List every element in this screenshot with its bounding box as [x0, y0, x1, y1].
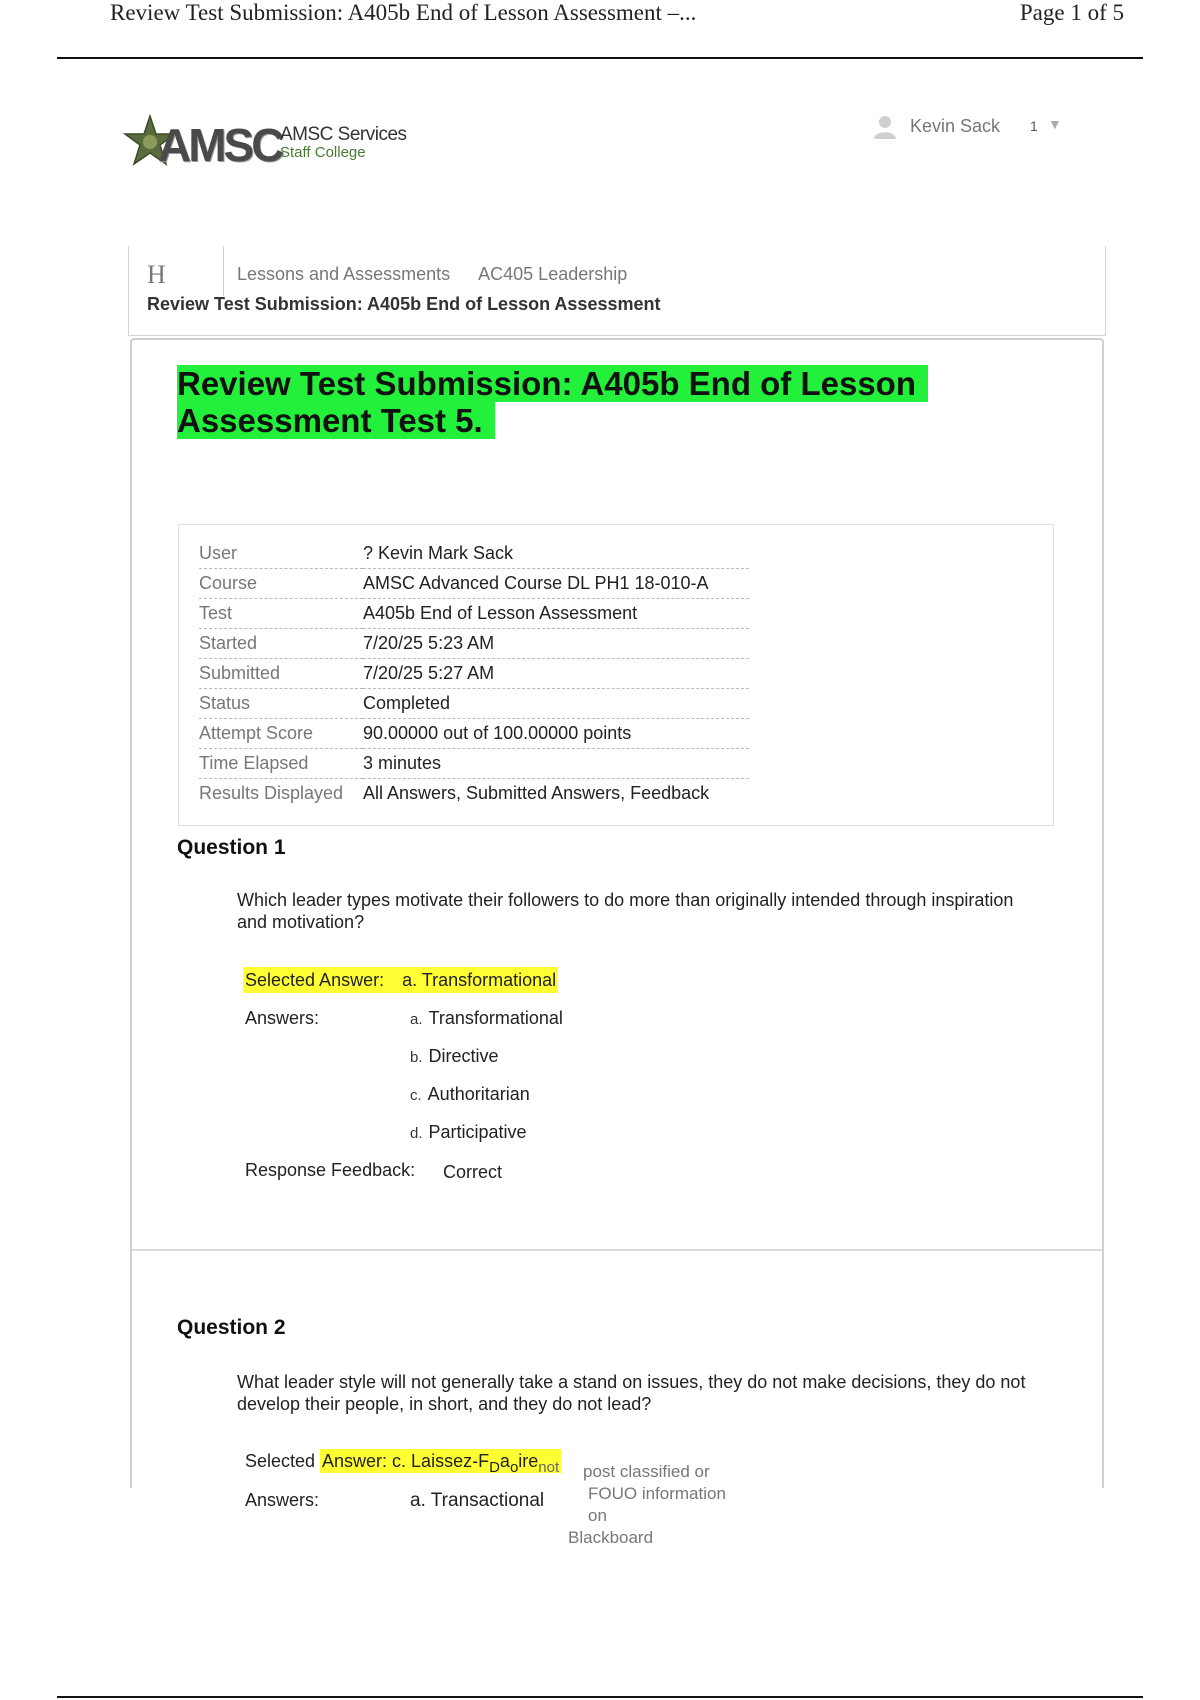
question-2-selected-prefix: Selected — [245, 1451, 316, 1471]
watermark-line: FOUO information on — [588, 1484, 726, 1525]
details-row — [199, 599, 749, 629]
details-table — [199, 539, 749, 808]
response-feedback-value: Correct — [443, 1162, 503, 1182]
selected-answer-label: Selected Answer: — [245, 970, 385, 990]
breadcrumb — [128, 246, 1106, 336]
detail-value: 3 minutes — [363, 749, 749, 779]
watermark-fragment: not — [538, 1459, 560, 1476]
detail-label: User — [199, 539, 363, 569]
detail-label: Attempt Score — [199, 719, 363, 749]
details-row — [199, 689, 749, 719]
detail-value: A405b End of Lesson Assessment — [363, 599, 749, 629]
page-title — [177, 365, 997, 439]
question-1-selected-answer — [243, 967, 558, 993]
logo-subtitle-college: Staff College — [280, 144, 366, 161]
notification-count-badge[interactable]: 1 — [1030, 118, 1038, 134]
detail-label: Started — [199, 629, 363, 659]
selected-answer-value: c. Laissez-F — [392, 1451, 490, 1471]
page-title-text: Review Test Submission: A405b End of Lesson Assessment Test 5. — [177, 365, 928, 439]
question-1-text: Which leader types motivate their followers to do more than originally intended through inspiration and motivation? — [237, 890, 1014, 932]
answer-option — [410, 1122, 527, 1143]
response-feedback-label: Response Feedback: — [245, 1160, 416, 1180]
details-row — [199, 569, 749, 599]
option-letter: c. — [410, 1087, 422, 1104]
detail-value: 7/20/25 5:27 AM — [363, 659, 749, 689]
option-text: Authoritarian — [427, 1084, 530, 1104]
selected-answer-fragment: D — [489, 1459, 500, 1476]
chevron-down-icon[interactable]: ▼ — [1048, 116, 1062, 132]
watermark-notice — [568, 1461, 748, 1549]
question-divider — [132, 1249, 1102, 1251]
question-2-answers-label: Answers: — [245, 1490, 320, 1510]
question-2-selected-answer — [320, 1449, 561, 1476]
answers-label: Answers: — [245, 1008, 320, 1028]
breadcrumb-lessons-link[interactable]: Lessons and Assessments — [237, 264, 451, 284]
breadcrumb-divider — [223, 246, 224, 296]
details-row — [199, 629, 749, 659]
details-row — [199, 539, 749, 569]
question-1-heading: Question 1 — [177, 836, 286, 859]
detail-value: Completed — [363, 689, 749, 719]
detail-value: 7/20/25 5:23 AM — [363, 629, 749, 659]
logo-subtitle-services: AMSC Services — [280, 124, 407, 145]
answer-option: a. Transactional — [410, 1490, 545, 1511]
selected-answer-fragment: o — [509, 1459, 519, 1476]
detail-label: Time Elapsed — [199, 749, 363, 779]
option-text: Directive — [428, 1046, 499, 1066]
option-letter: a. — [410, 1011, 423, 1028]
print-page-number: Page 1 of 5 — [1019, 0, 1124, 25]
details-row — [199, 779, 749, 809]
breadcrumb-current: Review Test Submission: A405b End of Lesson Assessment — [147, 294, 661, 314]
detail-value: 90.00000 out of 100.00000 points — [363, 719, 749, 749]
detail-value: AMSC Advanced Course DL PH1 18-010-A — [363, 569, 749, 599]
answer-option — [410, 1084, 530, 1105]
detail-value: All Answers, Submitted Answers, Feedback — [363, 783, 710, 803]
watermark-line: Blackboard — [568, 1528, 654, 1547]
option-text: Transformational — [428, 1008, 563, 1028]
submission-details — [178, 524, 1054, 826]
breadcrumb-items — [237, 264, 651, 285]
user-avatar-icon — [872, 114, 898, 140]
footer-rule — [57, 1696, 1143, 1698]
print-header — [0, 0, 1200, 58]
answer-option — [410, 1046, 499, 1067]
option-letter: b. — [410, 1049, 423, 1066]
breadcrumb-course-link[interactable]: AC405 Leadership — [478, 264, 628, 284]
answer-option — [410, 1008, 563, 1029]
print-header-title: Review Test Submission: A405b End of Lesson Assessment –... — [110, 0, 697, 25]
selected-answer-fragment: a — [499, 1451, 510, 1471]
question-2-text: What leader style will not generally take a stand on issues, they do not make decisions, they do not develop their people, in short, and they do not lead? — [237, 1372, 1026, 1414]
amsc-logo[interactable] — [120, 112, 450, 180]
detail-value: ? Kevin Mark Sack — [363, 539, 749, 569]
details-row — [199, 659, 749, 689]
detail-label: Course — [199, 569, 363, 599]
option-text: Participative — [428, 1122, 527, 1142]
logo-text: AMSC — [158, 119, 282, 171]
question-2-heading: Question 2 — [177, 1316, 286, 1339]
selected-answer-value: a. Transformational — [402, 970, 557, 990]
header-rule — [57, 57, 1143, 59]
watermark-line: post classified or — [583, 1462, 710, 1481]
detail-label: Results Displayed — [199, 783, 344, 803]
selected-answer-label: Answer: — [322, 1451, 388, 1471]
option-letter: d. — [410, 1125, 423, 1142]
detail-label: Status — [199, 689, 363, 719]
detail-label: Submitted — [199, 659, 363, 689]
selected-answer-fragment: ire — [518, 1451, 539, 1471]
user-name[interactable]: Kevin Sack — [910, 116, 1001, 136]
details-row — [199, 749, 749, 779]
detail-label: Test — [199, 599, 363, 629]
details-row — [199, 719, 749, 749]
home-icon[interactable]: H — [147, 260, 166, 289]
